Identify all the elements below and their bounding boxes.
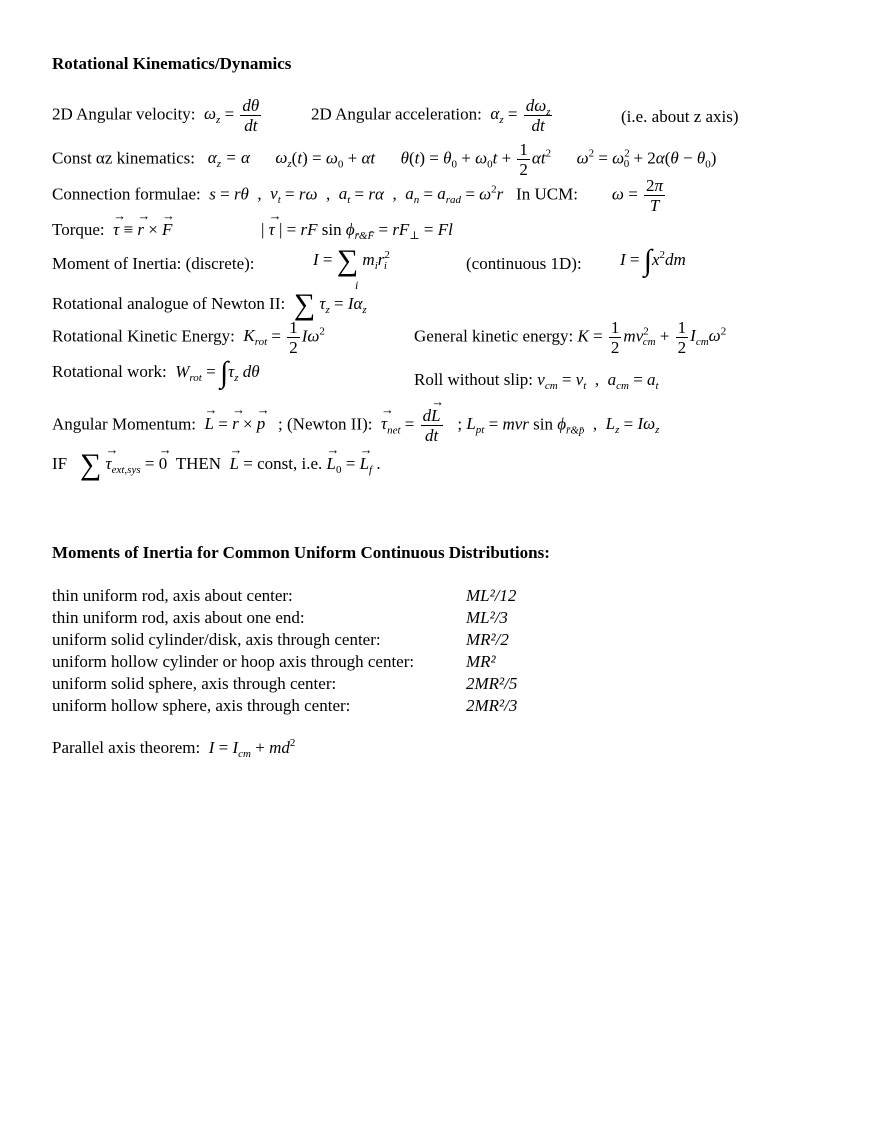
conservation-row: IF ∑ → $\tau_{ext,sys}$ = → 0 THEN → L = const, i.e. → $L_0$ = → $L_f$ .: [52, 454, 381, 474]
then-label: THEN: [175, 454, 222, 473]
section-title-rotational: Rotational Kinematics/Dynamics: [52, 54, 292, 73]
list-item: [52, 608, 305, 628]
torque-magnitude: | → τ | = rF $\sin \phi_{r̄\&F̄} = rF_\perp = Fl$: [261, 220, 453, 240]
ucm-label: In UCM:: [516, 184, 578, 204]
angular-velocity-row: 2D Angular velocity: $\omega_z$ = $\frac{d\theta}{dt}$: [52, 96, 260, 135]
angular-accel-label: 2D Angular acceleration:: [311, 104, 482, 124]
connection-row: Connection formulae: s = rθ , $v_t = r\omega$ , $a_t = r\alpha$ , $a_n = a_{rad} = \omega^2r$ In UCM: ω = $\frac{2\pi}{T}$: [52, 176, 664, 215]
moi-item-label: uniform hollow sphere, axis through center:: [52, 696, 351, 715]
parallel-axis-row: Parallel axis theorem: $I = I_{cm} + md^2$: [52, 737, 296, 760]
angular-accel-row: 2D Angular acceleration: $\alpha_z$ = $\frac{d\omega_z}{dt}$: [311, 96, 551, 135]
angular-velocity-label: 2D Angular velocity:: [52, 104, 196, 124]
gen-ke-label: General kinetic energy:: [414, 326, 574, 346]
rot-work-label: Rotational work:: [52, 362, 167, 381]
connection-label: Connection formulae:: [52, 184, 201, 204]
torque-label: Torque:: [52, 220, 105, 239]
list-item: [52, 586, 293, 606]
moi-discrete-formula: I = ∑ $m_ir^2_i$ i: [313, 244, 390, 292]
gen-ke-row: General kinetic energy: K = $\frac{1}{2}$ $mv^2_{cm}$ + $\frac{1}{2}$ $I_{cm}\omega^2$: [414, 318, 727, 357]
torque-row: Torque: → τ ≡ → r × → F: [52, 220, 172, 240]
moi-item-label: thin uniform rod, axis about one end:: [52, 608, 305, 627]
moi-item-formula: 2MR²/3: [466, 696, 518, 715]
rot-work-row: Rotational work: $W_{rot} = \int\tau_z$ dθ: [52, 356, 260, 390]
const-alpha-label: Const αz kinematics:: [52, 148, 195, 168]
list-item: [52, 696, 350, 716]
ang-mom-row: Angular Momentum: → L = → r × → p ; (Newton II): → $\tau_{net}$ = $\frac{d\to L}{dt}$ ; $L_{pt}$ = mvr $\sin \phi_{r̄\&p̄}$ , $L_z = I\omega_z$: [52, 406, 659, 445]
newton2-paren: ; (Newton II):: [278, 414, 373, 434]
section-title-moi: Moments of Inertia for Common Uniform Continuous Distributions:: [52, 543, 550, 562]
moi-item-label: uniform solid sphere, axis through center:: [52, 674, 337, 693]
list-item: [52, 652, 414, 672]
rot-ke-row: Rotational Kinetic Energy: $K_{rot}$ = $\frac{1}{2}$ $I\omega^2$: [52, 318, 325, 357]
const-alpha-row: Const αz kinematics: $\alpha_z = \alpha$ $\omega_z(t) = \omega_0 + \alpha t$ $\theta(t) = \theta_0 + \omega_0t$ + $\frac{1}{2}$ $\alpha t^2$ $\omega^2 = \omega^2_0 + 2\alpha(\theta - \theta_0)$: [52, 140, 717, 179]
moi-label: Moment of Inertia: (discrete):: [52, 254, 255, 273]
newton2-label: Rotational analogue of Newton II:: [52, 294, 286, 313]
roll-row: Roll without slip: $v_{cm} = v_t$ , $a_{cm} = a_t$: [414, 370, 659, 392]
roll-label: Roll without slip:: [414, 370, 534, 389]
moi-item-label: uniform solid cylinder/disk, axis through center:: [52, 630, 381, 649]
const-label: = const, i.e.: [243, 454, 323, 473]
moi-item-label: thin uniform rod, axis about center:: [52, 586, 293, 605]
moi-continuous-formula: $I = \int x^2dm$: [620, 244, 686, 278]
moi-item-formula: ML²/12: [466, 586, 517, 605]
newton2-row: Rotational analogue of Newton II: ∑ $\tau_z = I\alpha_z$: [52, 288, 367, 322]
axis-note: (i.e. about z axis): [621, 107, 739, 126]
rot-ke-label: Rotational Kinetic Energy:: [52, 326, 235, 346]
moi-item-formula: MR²: [466, 652, 496, 671]
moi-item-label: uniform hollow cylinder or hoop axis through center:: [52, 652, 415, 671]
if-label: IF: [52, 454, 68, 473]
moi-item-formula: ML²/3: [466, 608, 508, 627]
continuous-label: (continuous 1D):: [466, 254, 582, 273]
ang-mom-label: Angular Momentum:: [52, 414, 197, 434]
list-item: [52, 630, 381, 650]
parallel-axis-label: Parallel axis theorem:: [52, 738, 201, 757]
moi-item-formula: MR²/2: [466, 630, 509, 649]
moi-item-formula: 2MR²/5: [466, 674, 518, 693]
list-item: [52, 674, 336, 694]
